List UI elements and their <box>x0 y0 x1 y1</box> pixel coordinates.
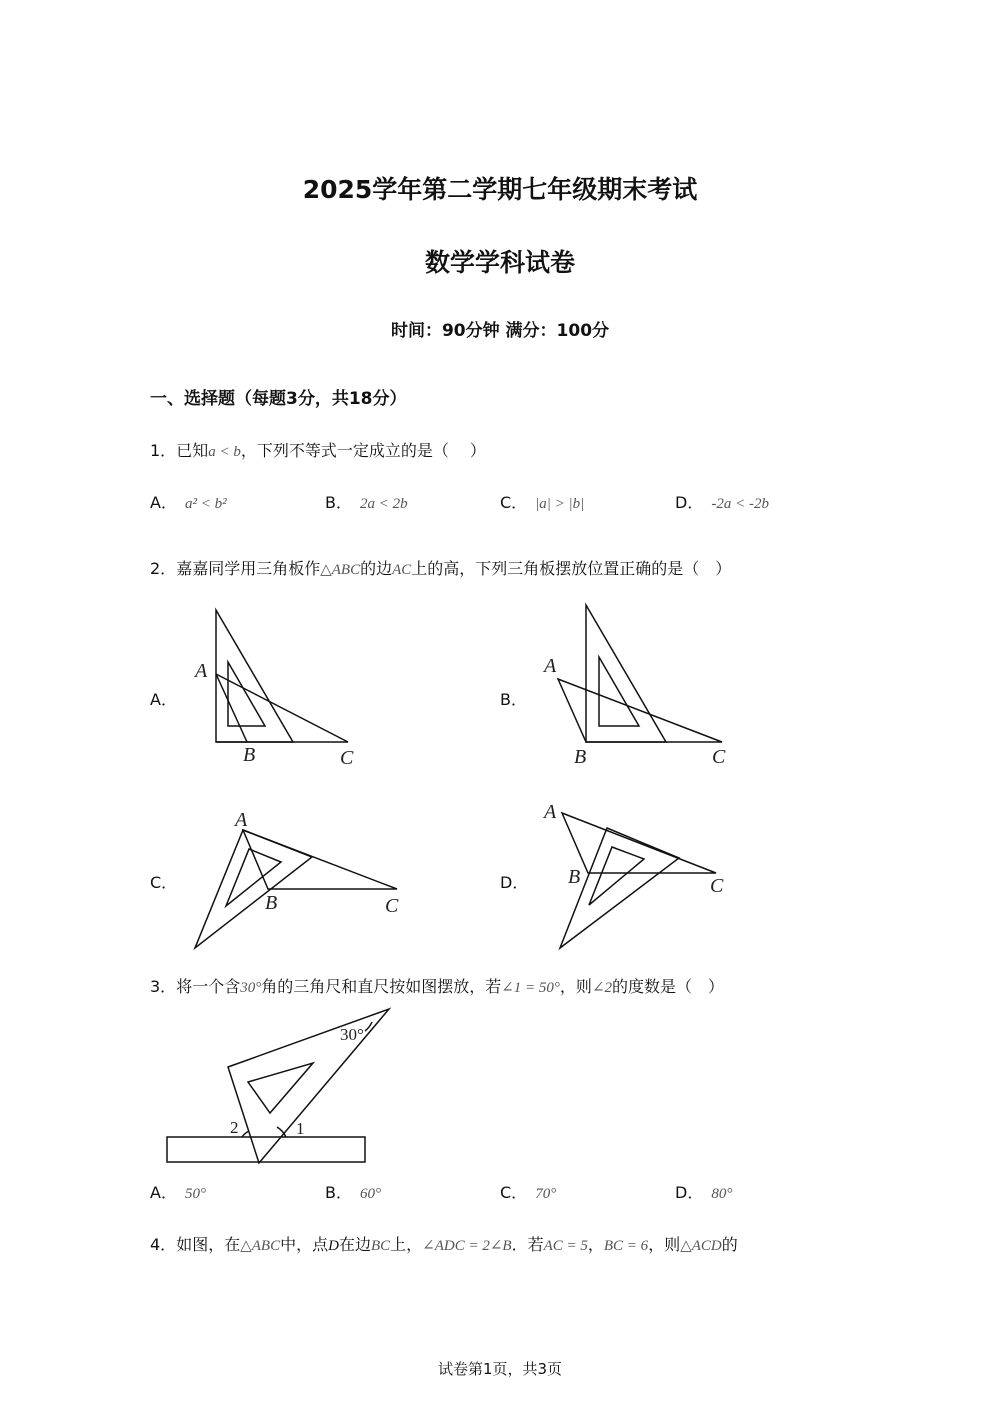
question-text: 的 <box>721 1235 738 1254</box>
q2-figure-b[interactable] <box>535 595 745 775</box>
point-label-b: B <box>265 892 278 914</box>
option-math: |a| > |b| <box>535 496 585 512</box>
question-1 <box>150 438 486 461</box>
angle-30-label: 30° <box>340 1025 364 1044</box>
question-number: 2． <box>150 559 177 578</box>
ruler <box>167 1137 365 1162</box>
math-expression: D <box>328 1238 339 1254</box>
question-3 <box>150 974 724 997</box>
point-label-a: A <box>544 655 557 677</box>
question-text: ．若 <box>511 1235 544 1254</box>
question-2 <box>150 556 731 579</box>
q3-option-a[interactable] <box>150 1180 206 1203</box>
question-text: 在边 <box>338 1235 371 1254</box>
q3-option-c[interactable] <box>500 1180 556 1203</box>
segment-ab <box>216 674 247 742</box>
point-label-c: C <box>712 746 726 768</box>
option-label: D． <box>675 493 704 512</box>
option-label: B． <box>325 1183 352 1202</box>
math-expression: AC = 5 <box>543 1238 588 1254</box>
question-text: 嘉嘉同学用三角板作 <box>176 559 321 578</box>
question-text: 中，点 <box>280 1235 329 1254</box>
point-label-c: C <box>385 895 399 917</box>
set-square-inner <box>248 1063 313 1113</box>
q2-figure-a[interactable] <box>185 600 385 775</box>
option-math: a² < b² <box>184 496 227 512</box>
question-text: 上的高，下列三角板摆放位置正确的是（ ） <box>411 559 732 578</box>
exam-subtitle: 数学学科试卷 <box>424 248 575 277</box>
math-expression: AC <box>392 562 412 578</box>
math-expression: ∠ADC = 2∠B <box>422 1238 512 1254</box>
q3-figure <box>160 1000 400 1170</box>
q2-figure-d[interactable] <box>535 795 745 955</box>
question-number: 3． <box>150 977 177 996</box>
q1-option-b[interactable] <box>325 490 408 513</box>
page-footer: 试卷第1页，共3页 <box>437 1360 563 1378</box>
question-text: 的度数是（ ） <box>612 977 725 996</box>
exam-title: 2025学年第二学期七年级期末考试 <box>302 175 698 204</box>
question-4 <box>150 1232 738 1255</box>
question-text: 已知 <box>176 441 209 460</box>
math-expression: △ACD <box>680 1238 722 1254</box>
question-text: ，下列不等式一定成立的是（ ） <box>240 441 486 460</box>
question-text: 的边 <box>360 559 393 578</box>
question-text: ，则 <box>648 1235 681 1254</box>
point-label-c: C <box>340 747 354 769</box>
option-math: 50° <box>184 1186 206 1202</box>
triangle-abc <box>243 830 397 889</box>
set-square-outer <box>560 828 679 948</box>
point-label-a: A <box>544 801 557 823</box>
angle-2-arc <box>242 1131 249 1137</box>
set-square-inner <box>599 657 639 726</box>
math-expression: △ABC <box>320 562 361 578</box>
q3-option-d[interactable] <box>675 1180 732 1203</box>
q2-option-a-label[interactable]: A． <box>150 690 177 709</box>
math-expression: ∠1 = 50° <box>501 980 560 996</box>
point-label-b: B <box>243 744 256 766</box>
q2-option-d-label[interactable]: D． <box>500 873 529 892</box>
triangle-abc <box>216 674 348 742</box>
option-math: 60° <box>359 1186 381 1202</box>
math-expression: a < b <box>208 444 241 460</box>
option-label: C． <box>500 493 528 512</box>
math-expression: ∠2 <box>591 980 613 996</box>
option-math: 70° <box>535 1186 557 1202</box>
triangle-abc <box>558 679 722 742</box>
q1-option-a[interactable] <box>150 490 227 513</box>
math-expression: 30° <box>240 980 262 996</box>
question-text: ，则 <box>559 977 592 996</box>
q1-option-c[interactable] <box>500 490 584 513</box>
question-text: 将一个含 <box>176 977 241 996</box>
q1-option-d[interactable] <box>675 490 769 513</box>
option-label: C． <box>500 1183 528 1202</box>
option-math: 80° <box>711 1186 733 1202</box>
set-square-outer <box>586 605 666 742</box>
question-number: 4． <box>150 1235 177 1254</box>
angle-1-label: 1 <box>296 1119 305 1138</box>
exam-info: 时间：90分钟 满分：100分 <box>390 321 610 341</box>
question-text: 如图，在 <box>176 1235 241 1254</box>
question-text: ， <box>587 1235 604 1254</box>
point-label-a: A <box>235 809 248 831</box>
angle-2-label: 2 <box>230 1118 239 1137</box>
point-label-a: A <box>195 660 208 682</box>
question-text: 上， <box>390 1235 423 1254</box>
q3-option-b[interactable] <box>325 1180 381 1203</box>
option-label: A． <box>150 493 177 512</box>
point-label-c: C <box>710 875 724 897</box>
point-label-b: B <box>568 866 581 888</box>
option-label: B． <box>325 493 352 512</box>
section-heading: 一、选择题（每题3分，共18分） <box>150 389 407 409</box>
q2-option-c-label[interactable]: C． <box>150 873 178 892</box>
question-text: 角的三角尺和直尺按如图摆放，若 <box>261 977 502 996</box>
point-label-b: B <box>574 746 587 768</box>
set-square-inner <box>589 847 644 905</box>
option-math: 2a < 2b <box>359 496 408 512</box>
option-label: A． <box>150 1183 177 1202</box>
question-number: 1． <box>150 441 177 460</box>
math-expression: △ABC <box>240 1238 281 1254</box>
set-square-inner <box>228 662 265 726</box>
math-expression: BC <box>370 1238 391 1254</box>
option-label: D． <box>675 1183 704 1202</box>
math-expression: BC = 6 <box>603 1238 649 1254</box>
q2-figure-c[interactable] <box>185 805 415 955</box>
option-math: -2a < -2b <box>711 496 769 512</box>
q2-option-b-label[interactable]: B． <box>500 690 527 709</box>
